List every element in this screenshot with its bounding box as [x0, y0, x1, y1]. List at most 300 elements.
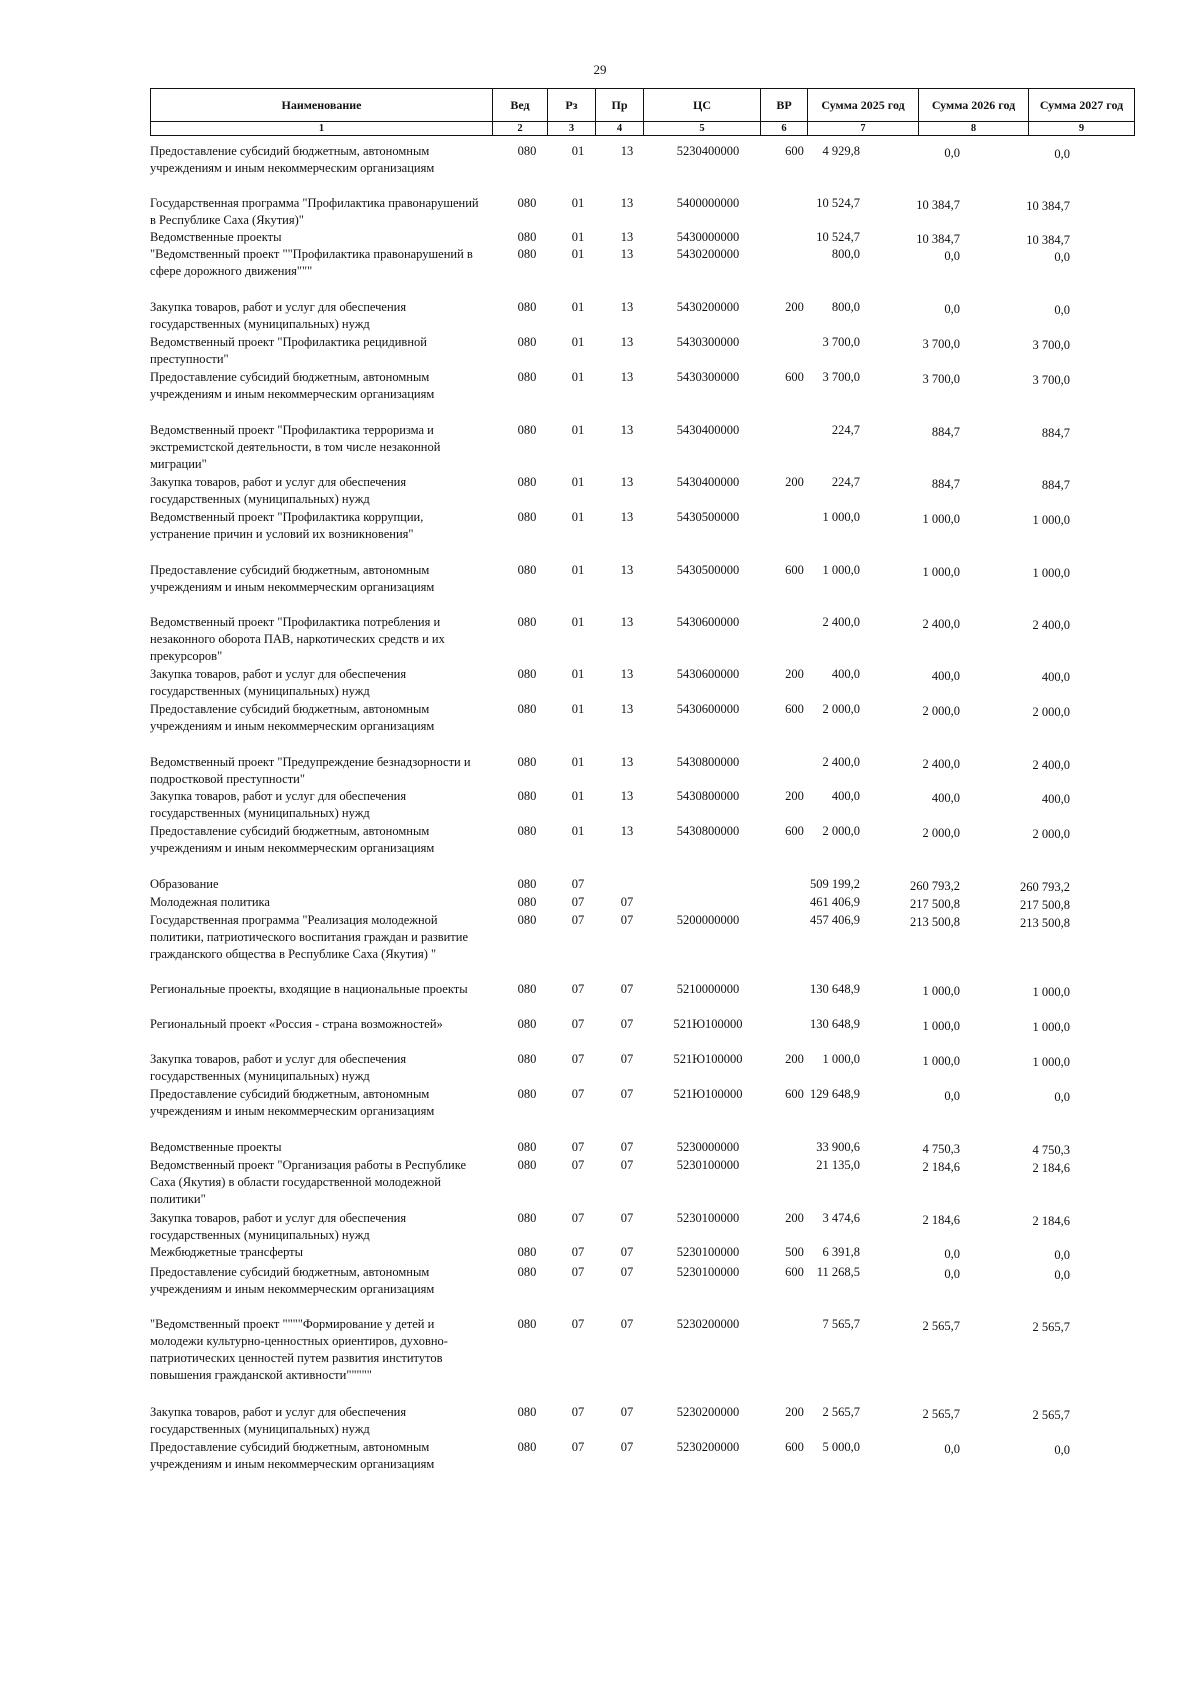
- row-ved: 080: [517, 824, 537, 838]
- row-name: Предоставление субсидий бюджетным, автономным учреждениям и иным некоммерческим организациям: [150, 144, 435, 175]
- table-row: [150, 509, 1140, 543]
- row-ved: 080: [517, 895, 537, 909]
- row-rz: 01: [571, 335, 585, 349]
- row-pr: 07: [620, 1052, 634, 1066]
- row-ved: 080: [517, 702, 537, 716]
- row-rz: 07: [571, 1158, 585, 1172]
- row-sum-2025: 2 000,0: [822, 702, 860, 716]
- row-name: Ведомственный проект "Профилактика терроризма и экстремистской деятельности, в том числе незаконной миграции": [150, 423, 441, 471]
- row-sum-2027: 884,7: [1041, 426, 1070, 440]
- row-sum-2027: 884,7: [1041, 478, 1070, 492]
- row-rz: 01: [571, 370, 585, 384]
- row-name: Межбюджетные трансферты: [150, 1245, 304, 1259]
- row-pr: 13: [620, 144, 634, 158]
- header-num-8: 8: [919, 122, 1029, 136]
- row-sum-2026: 4 750,3: [922, 1142, 960, 1156]
- table-row: [150, 1086, 1140, 1120]
- row-name: Предоставление субсидий бюджетным, автономным учреждениям и иным некоммерческим организациям: [150, 563, 435, 594]
- row-sum-2027: 2 000,0: [1032, 705, 1070, 719]
- header-num-7: 7: [808, 122, 919, 136]
- row-cs: 5430800000: [676, 824, 740, 838]
- row-cs: 5430400000: [676, 423, 740, 437]
- row-cs: 5430000000: [676, 230, 740, 244]
- row-name: Ведомственные проекты: [150, 1140, 282, 1154]
- row-pr: 13: [620, 667, 634, 681]
- row-cs: 5430300000: [676, 370, 740, 384]
- row-rz: 07: [571, 1017, 585, 1031]
- table-row: [150, 246, 1140, 280]
- row-sum-2027: 1 000,0: [1032, 1020, 1070, 1034]
- row-name: Региональный проект «Россия - страна возможностей»: [150, 1017, 443, 1031]
- row-sum-2025: 6 391,8: [822, 1245, 860, 1259]
- row-sum-2027: 4 750,3: [1032, 1143, 1070, 1157]
- row-cs: 5430600000: [676, 667, 740, 681]
- row-sum-2027: 2 400,0: [1032, 618, 1070, 632]
- row-sum-2027: 3 700,0: [1032, 373, 1070, 387]
- row-sum-2025: 21 135,0: [816, 1158, 860, 1172]
- row-name: Образование: [150, 877, 219, 891]
- row-cs: 521Ю100000: [673, 1017, 743, 1031]
- row-ved: 080: [517, 789, 537, 803]
- row-sum-2026: 0,0: [944, 249, 960, 263]
- row-sum-2026: 2 184,6: [922, 1160, 960, 1174]
- row-cs: 5230100000: [676, 1245, 740, 1259]
- row-rz: 01: [571, 824, 585, 838]
- row-sum-2026: 2 184,6: [922, 1213, 960, 1227]
- row-ved: 080: [517, 1052, 537, 1066]
- row-sum-2027: 1 000,0: [1032, 513, 1070, 527]
- row-pr: 13: [620, 563, 634, 577]
- row-vr: 500: [785, 1245, 804, 1259]
- table-row: [150, 1244, 1140, 1261]
- row-vr: 600: [785, 370, 804, 384]
- row-rz: 07: [571, 1317, 585, 1331]
- row-sum-2026: 0,0: [944, 1267, 960, 1281]
- page-number: 29: [593, 62, 607, 77]
- row-name: Региональные проекты, входящие в национальные проекты: [150, 982, 468, 996]
- row-sum-2027: 1 000,0: [1032, 566, 1070, 580]
- row-sum-2025: 457 406,9: [810, 913, 860, 927]
- table-row: [150, 1157, 1140, 1208]
- row-ved: 080: [517, 475, 537, 489]
- row-pr: 07: [620, 1405, 634, 1419]
- row-vr: 600: [785, 1087, 804, 1101]
- row-vr: 200: [785, 300, 804, 314]
- row-sum-2026: 2 400,0: [922, 757, 960, 771]
- table-row: [150, 876, 1140, 893]
- row-name: Предоставление субсидий бюджетным, автономным учреждениям и иным некоммерческим организациям: [150, 370, 435, 401]
- row-sum-2027: 0,0: [1054, 250, 1070, 264]
- row-sum-2025: 2 000,0: [822, 824, 860, 838]
- row-name: "Ведомственный проект """"Формирование у детей и молодежи культурно-ценностных ориентиров, духовно-патриотических ценностей путем развития институтов повышения гражданской активности""""": [150, 1317, 448, 1382]
- row-sum-2025: 129 648,9: [810, 1087, 860, 1101]
- row-pr: 13: [620, 510, 634, 524]
- row-sum-2027: 1 000,0: [1032, 1055, 1070, 1069]
- row-cs: 5430400000: [676, 475, 740, 489]
- row-sum-2025: 10 524,7: [816, 196, 860, 210]
- row-sum-2025: 1 000,0: [822, 1052, 860, 1066]
- row-sum-2026: 400,0: [931, 791, 960, 805]
- table-row: [150, 562, 1140, 596]
- table-row: [150, 334, 1140, 368]
- row-name: Ведомственные проекты: [150, 230, 282, 244]
- row-vr: 600: [785, 824, 804, 838]
- row-sum-2025: 509 199,2: [810, 877, 860, 891]
- row-sum-2025: 3 700,0: [822, 370, 860, 384]
- row-cs: 5430200000: [676, 247, 740, 261]
- row-sum-2026: 3 700,0: [922, 372, 960, 386]
- row-name: Закупка товаров, работ и услуг для обеспечения государственных (муниципальных) нужд: [150, 1211, 407, 1242]
- row-pr: 13: [620, 824, 634, 838]
- row-ved: 080: [517, 196, 537, 210]
- row-name: Закупка товаров, работ и услуг для обеспечения государственных (муниципальных) нужд: [150, 1052, 407, 1083]
- row-name: Предоставление субсидий бюджетным, автономным учреждениям и иным некоммерческим организациям: [150, 1087, 435, 1118]
- row-name: Ведомственный проект "Организация работы в Республике Саха (Якутия) в области государственной молодежной политики": [150, 1158, 467, 1206]
- table-row: [150, 1404, 1140, 1438]
- row-sum-2027: 400,0: [1041, 670, 1070, 684]
- table-row: [150, 422, 1140, 473]
- row-sum-2025: 224,7: [831, 423, 860, 437]
- row-rz: 07: [571, 1245, 585, 1259]
- row-rz: 01: [571, 230, 585, 244]
- row-name: Закупка товаров, работ и услуг для обеспечения государственных (муниципальных) нужд: [150, 789, 407, 820]
- row-rz: 01: [571, 510, 585, 524]
- row-rz: 07: [571, 1087, 585, 1101]
- table-row: [150, 666, 1140, 700]
- row-rz: 01: [571, 475, 585, 489]
- row-sum-2025: 224,7: [831, 475, 860, 489]
- row-name: Закупка товаров, работ и услуг для обеспечения государственных (муниципальных) нужд: [150, 475, 407, 506]
- row-pr: 13: [620, 300, 634, 314]
- row-ved: 080: [517, 1405, 537, 1419]
- row-name: Закупка товаров, работ и услуг для обеспечения государственных (муниципальных) нужд: [150, 1405, 407, 1436]
- row-ved: 080: [517, 144, 537, 158]
- table-row: [150, 701, 1140, 735]
- row-sum-2027: 0,0: [1054, 1248, 1070, 1262]
- row-rz: 01: [571, 247, 585, 261]
- row-sum-2027: 400,0: [1041, 792, 1070, 806]
- header-num-1: 1: [151, 122, 493, 136]
- row-sum-2026: 2 000,0: [922, 704, 960, 718]
- row-cs: 5230100000: [676, 1211, 740, 1225]
- row-ved: 080: [517, 913, 537, 927]
- header-rz: Рз: [548, 89, 596, 122]
- row-sum-2025: 3 474,6: [822, 1211, 860, 1225]
- row-pr: 07: [620, 1017, 634, 1031]
- header-vr: ВР: [761, 89, 808, 122]
- header-num-4: 4: [596, 122, 644, 136]
- row-pr: 07: [620, 1245, 634, 1259]
- row-pr: 13: [620, 230, 634, 244]
- row-ved: 080: [517, 877, 537, 891]
- row-sum-2026: 2 565,7: [922, 1407, 960, 1421]
- row-name: Закупка товаров, работ и услуг для обеспечения государственных (муниципальных) нужд: [150, 300, 407, 331]
- row-name: Ведомственный проект "Профилактика потребления и незаконного оборота ПАВ, наркотических средств и их прекурсоров": [150, 615, 445, 663]
- row-sum-2025: 2 400,0: [822, 755, 860, 769]
- row-pr: 13: [620, 789, 634, 803]
- row-name: Ведомственный проект "Профилактика рецидивной преступности": [150, 335, 427, 366]
- row-cs: 5230100000: [676, 1158, 740, 1172]
- row-sum-2026: 884,7: [931, 477, 960, 491]
- row-cs: 5230200000: [676, 1440, 740, 1454]
- header-num-3: 3: [548, 122, 596, 136]
- table-row: [150, 1210, 1140, 1244]
- header-num-2: 2: [493, 122, 548, 136]
- row-vr: 200: [785, 667, 804, 681]
- row-vr: 200: [785, 789, 804, 803]
- row-pr: 13: [620, 196, 634, 210]
- table-header: [150, 88, 1134, 136]
- row-rz: 01: [571, 563, 585, 577]
- row-rz: 07: [571, 1052, 585, 1066]
- row-ved: 080: [517, 1245, 537, 1259]
- row-sum-2026: 3 700,0: [922, 337, 960, 351]
- row-sum-2025: 4 929,8: [822, 144, 860, 158]
- row-ved: 080: [517, 755, 537, 769]
- row-sum-2027: 2 184,6: [1032, 1161, 1070, 1175]
- row-sum-2025: 10 524,7: [816, 230, 860, 244]
- table-row: [150, 981, 1140, 998]
- row-sum-2025: 3 700,0: [822, 335, 860, 349]
- header-num-9: 9: [1029, 122, 1135, 136]
- row-sum-2025: 7 565,7: [822, 1317, 860, 1331]
- row-rz: 07: [571, 1405, 585, 1419]
- row-sum-2027: 0,0: [1054, 303, 1070, 317]
- row-pr: 07: [620, 1158, 634, 1172]
- row-sum-2026: 213 500,8: [910, 915, 960, 929]
- row-rz: 07: [571, 1265, 585, 1279]
- row-ved: 080: [517, 1265, 537, 1279]
- row-rz: 07: [571, 1140, 585, 1154]
- row-ved: 080: [517, 1158, 537, 1172]
- row-sum-2025: 11 268,5: [816, 1265, 860, 1279]
- row-ved: 080: [517, 423, 537, 437]
- row-sum-2026: 10 384,7: [916, 198, 960, 212]
- table-row: [150, 1139, 1140, 1156]
- row-ved: 080: [517, 230, 537, 244]
- row-ved: 080: [517, 247, 537, 261]
- table-row: [150, 299, 1140, 333]
- row-sum-2027: 0,0: [1054, 147, 1070, 161]
- row-ved: 080: [517, 1087, 537, 1101]
- row-name: Молодежная политика: [150, 895, 270, 909]
- row-vr: 200: [785, 1211, 804, 1225]
- row-sum-2025: 130 648,9: [810, 982, 860, 996]
- row-rz: 01: [571, 300, 585, 314]
- row-sum-2026: 0,0: [944, 1089, 960, 1103]
- row-sum-2026: 1 000,0: [922, 512, 960, 526]
- row-pr: 13: [620, 702, 634, 716]
- table-row: [150, 474, 1140, 508]
- row-cs: 5430300000: [676, 335, 740, 349]
- row-cs: 5430600000: [676, 615, 740, 629]
- row-rz: 01: [571, 423, 585, 437]
- row-pr: 13: [620, 335, 634, 349]
- row-name: Государственная программа "Реализация молодежной политики, патриотического воспитания граждан и развитие гражданского общества в Республике Саха (Якутия) ": [150, 913, 468, 961]
- table-row: [150, 754, 1140, 788]
- row-name: Предоставление субсидий бюджетным, автономным учреждениям и иным некоммерческим организациям: [150, 1265, 435, 1296]
- row-pr: 13: [620, 615, 634, 629]
- row-sum-2027: 10 384,7: [1026, 233, 1070, 247]
- row-ved: 080: [517, 667, 537, 681]
- row-cs: 5430200000: [676, 300, 740, 314]
- table-row: [150, 823, 1140, 857]
- row-sum-2026: 2 400,0: [922, 617, 960, 631]
- row-cs: 5230400000: [676, 144, 740, 158]
- table-row: [150, 1016, 1140, 1033]
- row-pr: 13: [620, 475, 634, 489]
- row-sum-2027: 2 565,7: [1032, 1408, 1070, 1422]
- row-sum-2025: 130 648,9: [810, 1017, 860, 1031]
- row-sum-2026: 10 384,7: [916, 232, 960, 246]
- header-num-5: 5: [644, 122, 761, 136]
- table-row: [150, 1439, 1140, 1473]
- row-ved: 080: [517, 300, 537, 314]
- row-ved: 080: [517, 563, 537, 577]
- row-rz: 07: [571, 877, 585, 891]
- row-sum-2025: 1 000,0: [822, 563, 860, 577]
- row-ved: 080: [517, 370, 537, 384]
- row-sum-2027: 260 793,2: [1020, 880, 1070, 894]
- row-cs: 5430800000: [676, 789, 740, 803]
- row-sum-2026: 0,0: [944, 146, 960, 160]
- header-sum-2025: Сумма 2025 год: [808, 89, 919, 122]
- row-sum-2025: 400,0: [831, 789, 860, 803]
- row-pr: 07: [620, 1265, 634, 1279]
- row-sum-2025: 800,0: [831, 247, 860, 261]
- table-row: [150, 369, 1140, 403]
- row-pr: 07: [620, 1317, 634, 1331]
- row-sum-2027: 1 000,0: [1032, 985, 1070, 999]
- header-sum-2026: Сумма 2026 год: [919, 89, 1029, 122]
- row-sum-2025: 33 900,6: [816, 1140, 860, 1154]
- row-cs: 5430600000: [676, 702, 740, 716]
- row-name: Предоставление субсидий бюджетным, автономным учреждениям и иным некоммерческим организациям: [150, 824, 435, 855]
- table-row: [150, 894, 1140, 911]
- row-sum-2027: 0,0: [1054, 1443, 1070, 1457]
- row-vr: 600: [785, 1265, 804, 1279]
- row-sum-2027: 2 000,0: [1032, 827, 1070, 841]
- row-cs: 5210000000: [676, 982, 740, 996]
- row-pr: 07: [620, 895, 634, 909]
- row-vr: 600: [785, 563, 804, 577]
- row-sum-2027: 10 384,7: [1026, 199, 1070, 213]
- row-rz: 07: [571, 1440, 585, 1454]
- row-pr: 13: [620, 370, 634, 384]
- header-name: Наименование: [151, 89, 493, 122]
- row-ved: 080: [517, 1317, 537, 1331]
- header-num-6: 6: [761, 122, 808, 136]
- row-cs: 5230200000: [676, 1317, 740, 1331]
- row-sum-2025: 2 400,0: [822, 615, 860, 629]
- row-ved: 080: [517, 1017, 537, 1031]
- row-vr: 200: [785, 1405, 804, 1419]
- row-rz: 01: [571, 789, 585, 803]
- row-sum-2026: 1 000,0: [922, 1054, 960, 1068]
- row-rz: 07: [571, 1211, 585, 1225]
- row-sum-2026: 260 793,2: [910, 879, 960, 893]
- row-cs: 521Ю100000: [673, 1052, 743, 1066]
- row-name: "Ведомственный проект ""Профилактика правонарушений в сфере дорожного движения""": [150, 247, 473, 278]
- header-sum-2027: Сумма 2027 год: [1029, 89, 1135, 122]
- row-sum-2027: 217 500,8: [1020, 898, 1070, 912]
- row-sum-2026: 0,0: [944, 1247, 960, 1261]
- table-row: [150, 229, 1140, 246]
- row-sum-2026: 0,0: [944, 1442, 960, 1456]
- header-pr: Пр: [596, 89, 644, 122]
- row-sum-2026: 1 000,0: [922, 984, 960, 998]
- row-sum-2026: 884,7: [931, 425, 960, 439]
- row-vr: 600: [785, 144, 804, 158]
- row-pr: 07: [620, 982, 634, 996]
- row-rz: 01: [571, 144, 585, 158]
- table-row: [150, 1316, 1140, 1384]
- row-rz: 07: [571, 913, 585, 927]
- table-row: [150, 143, 1140, 177]
- row-sum-2025: 400,0: [831, 667, 860, 681]
- row-sum-2027: 213 500,8: [1020, 916, 1070, 930]
- row-sum-2027: 2 565,7: [1032, 1320, 1070, 1334]
- row-name: Предоставление субсидий бюджетным, автономным учреждениям и иным некоммерческим организациям: [150, 702, 435, 733]
- row-pr: 07: [620, 1087, 634, 1101]
- row-pr: 07: [620, 1140, 634, 1154]
- row-pr: 07: [620, 1440, 634, 1454]
- row-rz: 01: [571, 667, 585, 681]
- row-cs: 5400000000: [676, 196, 740, 210]
- row-sum-2025: 800,0: [831, 300, 860, 314]
- row-cs: 5430800000: [676, 755, 740, 769]
- row-sum-2026: 0,0: [944, 302, 960, 316]
- row-rz: 01: [571, 702, 585, 716]
- row-cs: 5430500000: [676, 563, 740, 577]
- row-sum-2027: 0,0: [1054, 1268, 1070, 1282]
- row-name: Закупка товаров, работ и услуг для обеспечения государственных (муниципальных) нужд: [150, 667, 407, 698]
- row-sum-2026: 2 565,7: [922, 1319, 960, 1333]
- row-vr: 200: [785, 1052, 804, 1066]
- row-ved: 080: [517, 1140, 537, 1154]
- row-sum-2026: 400,0: [931, 669, 960, 683]
- row-sum-2025: 2 565,7: [822, 1405, 860, 1419]
- row-sum-2027: 2 184,6: [1032, 1214, 1070, 1228]
- row-cs: 5430500000: [676, 510, 740, 524]
- row-vr: 600: [785, 702, 804, 716]
- row-rz: 01: [571, 755, 585, 769]
- row-cs: 521Ю100000: [673, 1087, 743, 1101]
- row-name: Предоставление субсидий бюджетным, автономным учреждениям и иным некоммерческим организациям: [150, 1440, 435, 1471]
- row-rz: 01: [571, 615, 585, 629]
- row-pr: 13: [620, 247, 634, 261]
- row-sum-2026: 1 000,0: [922, 565, 960, 579]
- row-sum-2025: 5 000,0: [822, 1440, 860, 1454]
- table-row: [150, 614, 1140, 665]
- row-cs: 5230100000: [676, 1265, 740, 1279]
- row-sum-2027: 0,0: [1054, 1090, 1070, 1104]
- row-rz: 01: [571, 196, 585, 210]
- table-row: [150, 912, 1140, 963]
- row-ved: 080: [517, 335, 537, 349]
- row-sum-2025: 1 000,0: [822, 510, 860, 524]
- row-name: Ведомственный проект "Профилактика коррупции, устранение причин и условий их возникновения": [150, 510, 424, 541]
- row-name: Государственная программа "Профилактика правонарушений в Республике Саха (Якутия)": [150, 196, 479, 227]
- row-ved: 080: [517, 1211, 537, 1225]
- row-pr: 13: [620, 423, 634, 437]
- row-vr: 600: [785, 1440, 804, 1454]
- row-pr: 07: [620, 913, 634, 927]
- row-sum-2025: 461 406,9: [810, 895, 860, 909]
- header-cs: ЦС: [644, 89, 761, 122]
- row-rz: 07: [571, 895, 585, 909]
- row-rz: 07: [571, 982, 585, 996]
